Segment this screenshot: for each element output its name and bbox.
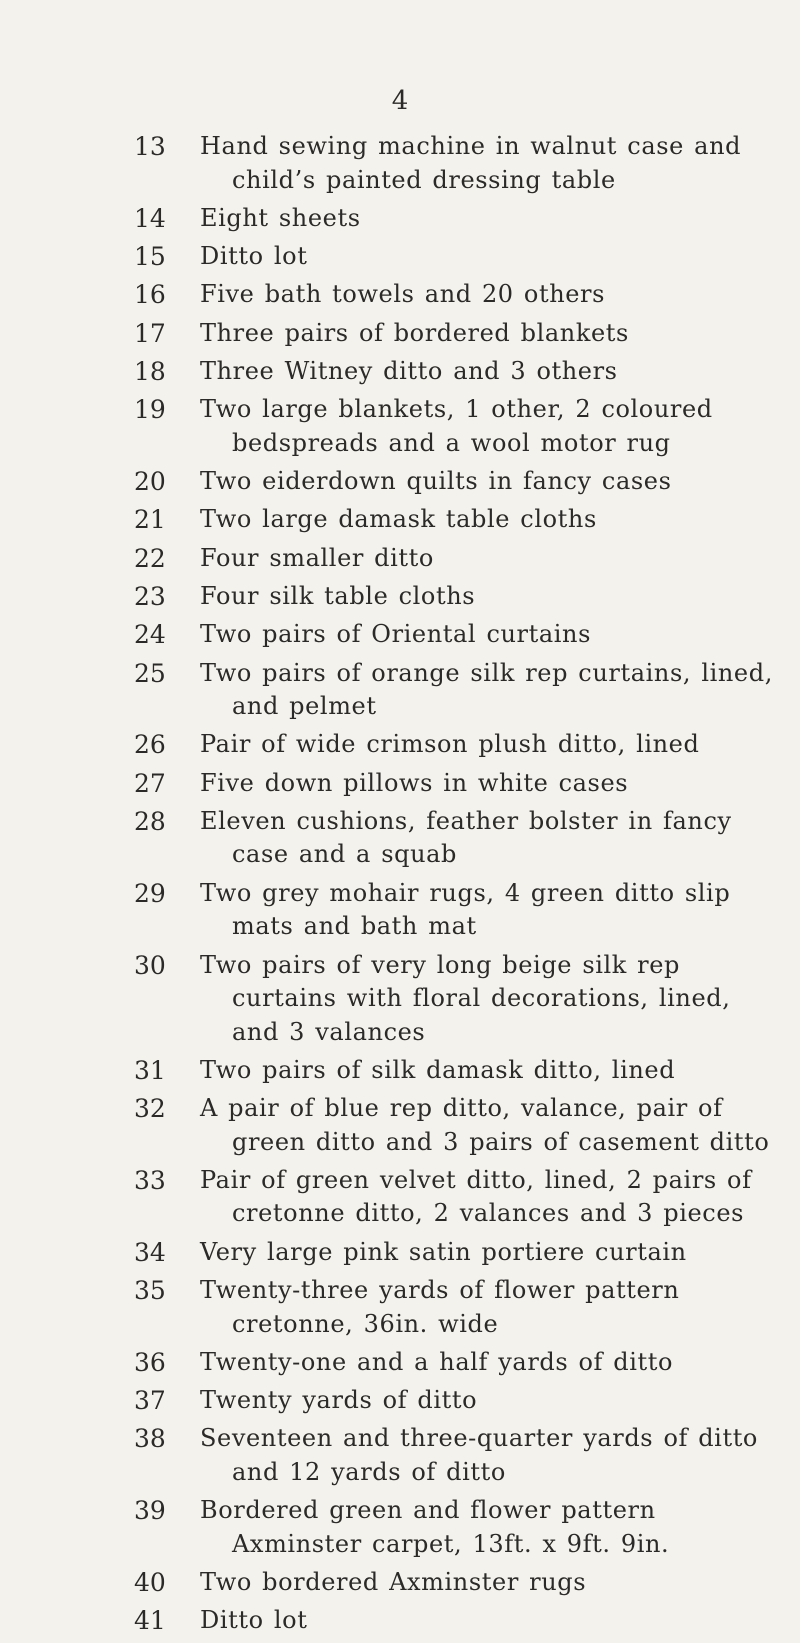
- lot-number: 25: [134, 658, 166, 688]
- lot-number: 38: [134, 1424, 166, 1454]
- lot-number: 39: [134, 1496, 166, 1526]
- lot-description: Pair of green velvet ditto, lined, 2 pairs of cretonne ditto, 2 valances and 3 pieces: [200, 1165, 752, 1228]
- lot-description: Two pairs of Oriental curtains: [200, 620, 592, 649]
- lot-entry: [0, 949, 800, 1050]
- lot-number: 24: [134, 620, 166, 650]
- lot-description: Eight sheets: [200, 203, 361, 232]
- lot-number: 36: [134, 1347, 166, 1377]
- lot-description: Twenty-three yards of flower pattern cretonne, 36in. wide: [200, 1276, 680, 1338]
- lot-number: 15: [134, 242, 166, 272]
- lot-description: Twenty yards of ditto: [200, 1386, 478, 1415]
- lot-description: Four silk table cloths: [200, 581, 476, 610]
- lot-entry: [0, 240, 800, 274]
- lot-entry: [0, 317, 800, 351]
- lot-description: Two pairs of very long beige silk rep curtains with floral decorations, lined, and 3 valances: [200, 950, 731, 1046]
- lot-description: Three pairs of bordered blankets: [200, 318, 629, 347]
- lot-description: Very large pink satin portiere curtain: [200, 1237, 687, 1266]
- lot-number: 30: [134, 950, 166, 980]
- lot-description: Two large blankets, 1 other, 2 coloured bedspreads and a wool motor rug: [200, 395, 713, 457]
- lot-entry: [0, 355, 800, 389]
- lot-number: 32: [134, 1094, 166, 1124]
- lot-number: 23: [134, 581, 166, 611]
- lot-description: Five down pillows in white cases: [200, 768, 629, 797]
- lot-entry: [0, 1346, 800, 1380]
- lot-entry: [0, 580, 800, 614]
- lot-number: 13: [134, 132, 166, 161]
- lot-list: [0, 130, 800, 1643]
- lot-entry: [0, 877, 800, 944]
- lot-number: 41: [134, 1606, 166, 1636]
- lot-description: Two pairs of orange silk rep curtains, lined, and pelmet: [200, 658, 773, 721]
- lot-description: Ditto lot: [200, 242, 308, 271]
- lot-description: Eleven cushions, feather bolster in fancy case and a squab: [200, 806, 732, 869]
- lot-number: 29: [134, 878, 166, 908]
- lot-description: Four smaller ditto: [200, 543, 434, 572]
- lot-description: Seventeen and three-quarter yards of ditto and 12 yards of ditto: [200, 1424, 758, 1486]
- lot-number: 40: [134, 1568, 166, 1598]
- lot-description: Hand sewing machine in walnut case and child’s painted dressing table: [200, 132, 742, 194]
- lot-number: 14: [134, 203, 166, 233]
- lot-entry: [0, 1054, 800, 1088]
- lot-number: 20: [134, 467, 166, 497]
- lot-number: 37: [134, 1386, 166, 1416]
- lot-entry: [0, 1604, 800, 1638]
- lot-description: Three Witney ditto and 3 others: [200, 356, 618, 385]
- lot-number: 17: [134, 318, 166, 348]
- lot-entry: [0, 465, 800, 499]
- lot-entry: [0, 767, 800, 801]
- lot-number: 22: [134, 543, 166, 573]
- lot-number: 31: [134, 1055, 166, 1085]
- lot-number: 26: [134, 730, 166, 760]
- lot-description: Pair of wide crimson plush ditto, lined: [200, 730, 700, 759]
- lot-description: Five bath towels and 20 others: [200, 280, 606, 309]
- lot-description: Twenty-one and a half yards of ditto: [200, 1347, 674, 1376]
- lot-entry: [0, 1384, 800, 1418]
- lot-number: 16: [134, 280, 166, 310]
- lot-entry: [0, 1274, 800, 1341]
- lot-entry: [0, 1566, 800, 1600]
- lot-number: 18: [134, 356, 166, 386]
- lot-description: Bordered green and flower pattern Axminster carpet, 13ft. x 9ft. 9in.: [200, 1496, 670, 1558]
- page-number: 4: [391, 86, 409, 116]
- lot-entry: [0, 1164, 800, 1231]
- lot-description: Ditto lot: [200, 1606, 308, 1635]
- lot-entry: [0, 130, 800, 197]
- lot-entry: [0, 503, 800, 537]
- lot-entry: [0, 657, 800, 724]
- lot-description: Two large damask table cloths: [200, 505, 597, 534]
- lot-entry: [0, 1236, 800, 1270]
- lot-description: Two grey mohair rugs, 4 green ditto slip mats and bath mat: [200, 878, 731, 941]
- lot-entry: [0, 618, 800, 652]
- lot-description: Two bordered Axminster rugs: [200, 1568, 587, 1597]
- lot-description: A pair of blue rep ditto, valance, pair of green ditto and 3 pairs of casement ditto: [200, 1094, 770, 1156]
- lot-entry: [0, 542, 800, 576]
- lot-entry: [0, 202, 800, 236]
- lot-entry: [0, 1422, 800, 1489]
- lot-description: Two pairs of silk damask ditto, lined: [200, 1055, 676, 1084]
- lot-number: 34: [134, 1237, 166, 1267]
- lot-entry: [0, 1494, 800, 1561]
- lot-number: 21: [134, 505, 166, 535]
- lot-entry: [0, 805, 800, 872]
- lot-number: 19: [134, 395, 166, 425]
- lot-entry: [0, 278, 800, 312]
- lot-number: 35: [134, 1276, 166, 1306]
- lot-number: 33: [134, 1165, 166, 1195]
- lot-number: 27: [134, 768, 166, 798]
- lot-entry: [0, 728, 800, 762]
- lot-description: Two eiderdown quilts in fancy cases: [200, 467, 672, 496]
- lot-entry: [0, 393, 800, 460]
- lot-entry: [0, 1092, 800, 1159]
- lot-number: 28: [134, 806, 166, 836]
